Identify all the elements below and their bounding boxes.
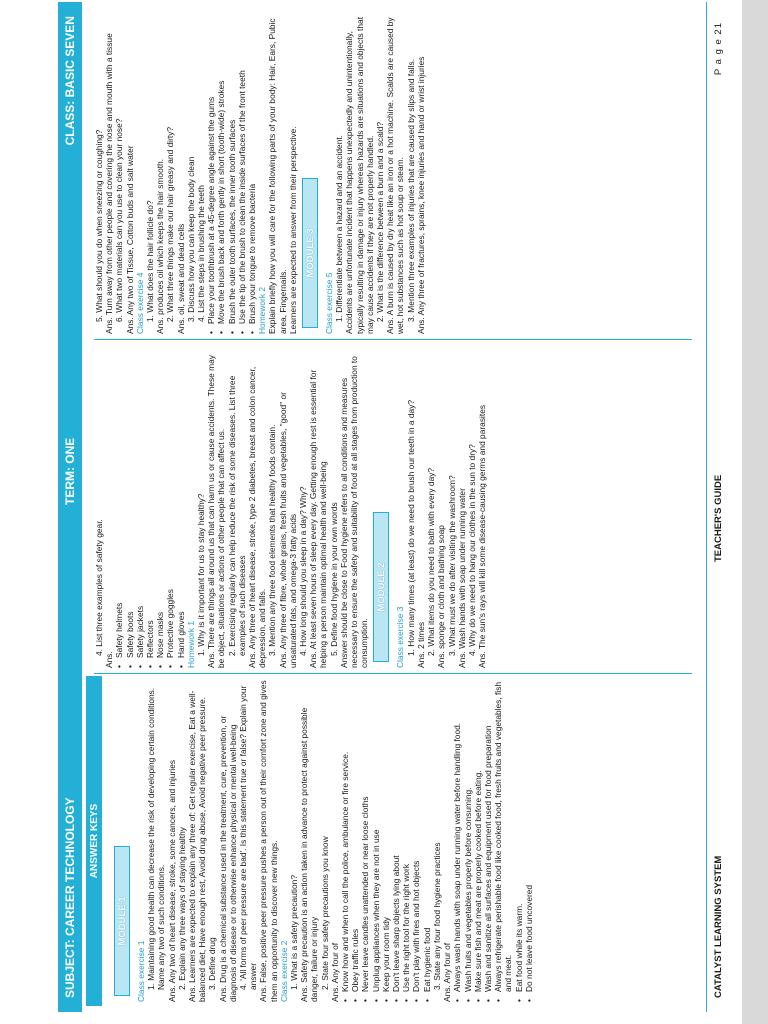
bullet-item: • Brush the outer tooth surfaces, the inner tooth surfaces bbox=[227, 12, 237, 334]
bullet-item: • Don't leave sharp objects lying about bbox=[391, 680, 401, 1002]
answer-text: Ans. Drug is a chemical substance used in the treatment, cure, prevention, or diagnosis of disease or to otherwise enhance physical or mental well-being bbox=[217, 715, 238, 1002]
class-label: CLASS: BASIC SEVEN bbox=[63, 16, 77, 146]
answer-text: Ans. Wash hands with soap under running water bbox=[456, 488, 467, 668]
term-label: TERM: ONE bbox=[63, 437, 77, 506]
question: 3. State any four food hygiene practices bbox=[431, 842, 442, 990]
answer-text: Ans. Any two of Tissue, Cotton buds and salt water bbox=[124, 145, 135, 334]
bullet-item: • Brush your tongue to remove bacteria bbox=[247, 12, 257, 334]
answer-text: Ans. Learners are expected to explain any three of: Get regular exercise, Eat a well-balanced diet, Have enough rest, Avoid drug abuse, Avoid negative peer pressure. bbox=[187, 690, 208, 1002]
bullet-item: • Unplug appliances when they are not in use bbox=[371, 680, 381, 1002]
column-divider bbox=[94, 673, 692, 674]
question: 4. Why do we need to hang our clothes in the sun to dry? bbox=[466, 444, 477, 656]
answer-text: Ans. Any two of heart disease, stroke, some cancers, and injuries bbox=[166, 759, 177, 1002]
column-2 bbox=[94, 342, 692, 672]
question: 2. What is the difference between a burn and a scald? bbox=[375, 121, 386, 322]
question: 1. Maintaining good health can decrease the risk of developing certain conditions. Name any two of such conditions. bbox=[146, 687, 167, 990]
question: 2. State four safety precautions you know bbox=[319, 836, 330, 990]
exercise-heading: Class exercise 5 bbox=[324, 272, 335, 334]
exercise-heading: Homework 2 bbox=[257, 286, 268, 334]
answer-text: Ans. A burn is caused by dry heat like an iron or a hot machine. Scalds are caused by wet, hot substances such as hot soup or steam. bbox=[385, 17, 406, 334]
answer-text: Answer should be close to Food hygiene refers to all conditions and measures necessary to ensure the safety and suitability of food at all stages from production to consumption. bbox=[338, 356, 370, 668]
question: 4. 'All forms of peer pressure are bad'. Is this statement true or false? Explain your answer bbox=[238, 685, 259, 990]
question: 2. What three things make our hair greasy and dirty? bbox=[165, 126, 176, 322]
question: 1. What does the hair follicle do? bbox=[145, 200, 156, 322]
answer-text: Ans. Any three of fractures, sprains, knee injuries and hand or wrist injuries bbox=[415, 56, 426, 334]
header-bar bbox=[58, 2, 82, 1012]
bullet-item: • Use the tip of the brush to clean the inside surfaces of the front teeth bbox=[237, 12, 247, 334]
bullet-item: • Use the right tool for the right work bbox=[401, 680, 411, 1002]
answer-text: Ans. The sun's rays will kill some disease-causing germs and parasites bbox=[477, 404, 488, 668]
question: 4. List the steps in brushing the teeth bbox=[196, 185, 207, 322]
bullet-item: • Wash fruits and vegetables properly before consuming. bbox=[463, 680, 473, 1002]
answer-text: Ans. False, positive peer pressure pushes a person out of their comfort zone and gives them an opportunity to discover new things. bbox=[258, 680, 279, 1002]
module-heading: MODULE 3 bbox=[302, 178, 318, 328]
column-3 bbox=[94, 8, 692, 338]
answer-text: Ans. oil, sweat and dead cells bbox=[175, 223, 186, 334]
footer-publisher: CATALYST LEARNING SYSTEM bbox=[713, 855, 724, 998]
footer bbox=[706, 2, 729, 1012]
question: 4. List three examples of safety gear. bbox=[94, 519, 104, 656]
bullet-item: • Always refrigerate perishable food like cooked food, fresh fruits and vegetables, fish and meat. bbox=[493, 680, 513, 1002]
answer-text: Ans. bbox=[104, 651, 115, 668]
bullet-item: • Do not leave food uncovered bbox=[524, 680, 534, 1002]
exercise-heading: Class exercise 4 bbox=[134, 272, 145, 334]
answer-text: Ans. produces oil which keeps the hair smooth. bbox=[155, 158, 166, 334]
bullet-item: • Always wash hands with soap under running water before handling food. bbox=[452, 680, 462, 1002]
bullet-item: • Eat hygienic food bbox=[422, 680, 432, 1002]
subject-label: SUBJECT: CAREER TECHNOLOGY bbox=[63, 797, 77, 998]
bullet-item: • Safety helmets bbox=[114, 346, 124, 668]
answer-text: Ans. Any four of bbox=[442, 942, 453, 1002]
question: 1. How many times (at least) do we need to brush our teeth in a day? bbox=[405, 399, 416, 656]
module-heading: MODULE 1 bbox=[114, 846, 130, 996]
bullet-item: • Wash and sanitize all surfaces and equipment used for food preparation bbox=[483, 680, 493, 1002]
module-heading: MODULE 2 bbox=[373, 512, 389, 662]
question: 3. What must we do after visiting the washroom? bbox=[446, 475, 457, 656]
bullet-item: • Never leave candles unattended or near loose cloths bbox=[360, 680, 370, 1002]
question: 6. What two materials can you use to clean your nose? bbox=[114, 118, 125, 322]
bullet-item: • Obey traffic rules bbox=[350, 680, 360, 1002]
bullet-item: • Nose masks bbox=[155, 346, 165, 668]
question: 3. Mention any three food elements that healthy foods contain. bbox=[267, 424, 278, 656]
question: 2. Exercising regularly can help reduce the risk of some diseases. List three examples of such diseases bbox=[226, 375, 247, 656]
exercise-heading: Class exercise 3 bbox=[395, 606, 406, 668]
answer-text: Ans. There are things all around us that can harm us or cause accidents. These may be object, situations or actions of other people that can affect us. bbox=[206, 355, 227, 668]
answer-keys-banner: ANSWER KEYS bbox=[86, 676, 102, 1006]
question: 3. Discuss how you can keep the body clean bbox=[185, 156, 196, 322]
rotated-page bbox=[58, 2, 748, 1012]
bullet-item: • Hand gloves bbox=[176, 346, 186, 668]
column-1 bbox=[94, 676, 692, 1006]
answer-text: Ans. Safety precaution is an action taken in advance to protect against possible danger, failure or injury bbox=[299, 707, 320, 1002]
question: 5. What should you do when sneezing or coughing? bbox=[94, 129, 104, 322]
question: 1. Why is it important for us to stay healthy? bbox=[196, 493, 207, 656]
bullet-item: • Make sure fish and meat are properly cooked before eating. bbox=[473, 680, 483, 1002]
bullet-item: • Eat food while its warm. bbox=[514, 680, 524, 1002]
answer-text: Ans. Any three of heart disease, stroke, type 2 diabetes, breast and colon cancer, depression, and falls. bbox=[247, 366, 268, 668]
bullet-item: • Place your toothbrush at a 45-degree angle against the gums bbox=[206, 12, 216, 334]
bullet-item: • Reflectors bbox=[145, 346, 155, 668]
question: 1. What is a safety precaution? bbox=[289, 875, 300, 990]
bullet-item: • Move the brush back and forth gently in short (tooth-wide) strokes bbox=[216, 12, 226, 334]
answer-text: Explain briefly how you will care for the following parts of your body: Hair, Ears, Pubic area, Fingernails. bbox=[267, 18, 288, 334]
bullet-item: • Know how and when to call the police, ambulance or fire service. bbox=[340, 680, 350, 1002]
bullet-item: • Don't play with fires and hot objects bbox=[411, 680, 421, 1002]
column-divider bbox=[94, 339, 692, 340]
question: 3. Define drug bbox=[207, 937, 218, 990]
bullet-item: • Keep your room tidy bbox=[381, 680, 391, 1002]
question: 5. Define food hygiene in your own words bbox=[328, 502, 339, 656]
answer-text: Ans. Any three of fibre, whole grains, fresh fruits and vegetables, "good" or unsaturated fats, and omega-3 fatty acids bbox=[277, 392, 298, 668]
question: 2. What items do you need to bath with every day? bbox=[426, 467, 437, 656]
exercise-heading: Class exercise 1 bbox=[136, 940, 146, 1002]
answer-text: Ans. Turn away from other people and covering the nose and mouth with a tissue bbox=[104, 33, 115, 334]
answer-text: Ans. At least seven hours of sleep every day. Getting enough rest is essential for helping a person maintain optimal health and well-being bbox=[308, 369, 329, 668]
question: 3. Mention three examples of injuries that are caused by slips and falls. bbox=[405, 58, 416, 322]
answer-text: Accidents are unfortunate incident that happens unexpectedly and unintentionally, typically resulting in damage or injury whereas hazards are situations and objects that may cause accidents if they are not properly handled. bbox=[344, 16, 375, 334]
bullet-item: • Protective goggles bbox=[165, 346, 175, 668]
footer-guide: TEACHER'S GUIDE bbox=[713, 474, 724, 562]
answer-text: Ans. 2 times bbox=[415, 621, 426, 668]
question: 4. How long should you sleep in a day? Why? bbox=[298, 486, 309, 656]
answer-text: Ans. sponge or cloth and bathing soap bbox=[436, 525, 447, 668]
bullet-item: • Safety jackets bbox=[135, 346, 145, 668]
exercise-heading: Homework 1 bbox=[185, 620, 196, 668]
bullet-item: • Safety boots bbox=[125, 346, 135, 668]
question: 2. Explain any three ways of staying healthy bbox=[176, 827, 187, 990]
answer-text: Ans. Any four of bbox=[329, 942, 340, 1002]
question: 1. Differentiate between a hazard and an accident. bbox=[334, 134, 345, 322]
answer-text: Learners are expected to answer from their perspective. bbox=[287, 126, 298, 334]
exercise-heading: Class exercise 2 bbox=[278, 940, 289, 1002]
page-number: P a g e 21 bbox=[713, 22, 724, 76]
